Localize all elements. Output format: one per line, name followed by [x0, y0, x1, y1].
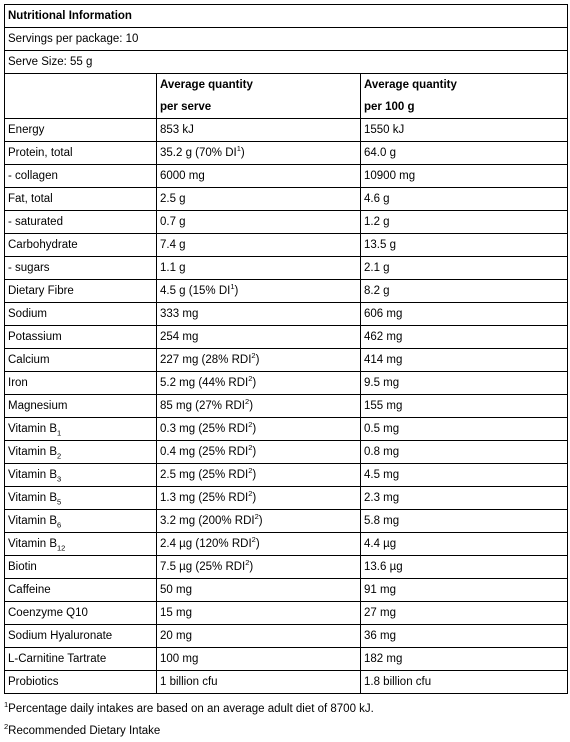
per-serve-text: 85 mg (27% RDI	[160, 400, 246, 412]
per-100g-value: 414 mg	[361, 349, 568, 372]
footnote-reference: 2	[248, 374, 253, 384]
per-serve-text: 1.3 mg (25% RDI	[160, 492, 249, 504]
nutrient-name	[5, 556, 157, 579]
per-serve-suffix: )	[249, 400, 254, 412]
table-row	[5, 395, 568, 418]
nutrition-table	[4, 4, 568, 694]
per-serve-text: 0.7 g	[160, 216, 186, 228]
per-serve-value	[157, 395, 361, 418]
footnote-reference: 2	[251, 351, 256, 361]
table-row	[5, 142, 568, 165]
nutrient-name-text: Energy	[8, 124, 45, 136]
per-100g-value: 2.3 mg	[361, 487, 568, 510]
nutrient-name-text: - sugars	[8, 262, 50, 274]
per-serve-value	[157, 648, 361, 671]
per-serve-text: 2.5 g	[160, 193, 186, 205]
nutrient-name-text: Sodium Hyaluronate	[8, 630, 113, 642]
nutrient-name-text: - collagen	[8, 170, 58, 182]
nutrient-name	[5, 418, 157, 441]
nutrient-name	[5, 533, 157, 556]
per-serve-suffix: )	[252, 423, 257, 435]
footnote-reference: 2	[245, 558, 250, 568]
table-row	[5, 602, 568, 625]
table-row	[5, 211, 568, 234]
per-serve-suffix: )	[252, 492, 257, 504]
nutrient-name	[5, 165, 157, 188]
table-row	[5, 510, 568, 533]
nutrient-name-text: Caffeine	[8, 584, 51, 596]
per-serve-text: 20 mg	[160, 630, 192, 642]
table-row	[5, 234, 568, 257]
footnote-reference: 2	[248, 489, 253, 499]
per-serve-value	[157, 257, 361, 280]
nutrient-name-text: Iron	[8, 377, 28, 389]
nutrient-name	[5, 349, 157, 372]
footnote-text: Percentage daily intakes are based on an average adult diet of 8700 kJ.	[8, 703, 374, 715]
nutrient-name-text: Potassium	[8, 331, 62, 343]
nutrient-name-text: Fat, total	[8, 193, 53, 205]
nutrient-name	[5, 211, 157, 234]
per-serve-suffix: )	[240, 147, 245, 159]
per-100g-value: 155 mg	[361, 395, 568, 418]
per-serve-text: 100 mg	[160, 653, 199, 665]
table-row	[5, 257, 568, 280]
nutrient-name-text: Magnesium	[8, 400, 68, 412]
nutrient-name	[5, 257, 157, 280]
footnote-text: Recommended Dietary Intake	[8, 725, 161, 737]
nutrient-name-text: Sodium	[8, 308, 47, 320]
per-serve-value	[157, 211, 361, 234]
per-100g-value: 606 mg	[361, 303, 568, 326]
per-100g-value: 1550 kJ	[361, 119, 568, 142]
nutrient-name-text: Vitamin B	[8, 423, 58, 435]
table-row	[5, 556, 568, 579]
nutrient-name-text: L-Carnitine Tartrate	[8, 653, 107, 665]
per-100g-value: 182 mg	[361, 648, 568, 671]
table-title: Nutritional Information	[5, 5, 568, 28]
per-100g-value: 1.8 billion cfu	[361, 671, 568, 694]
table-row	[5, 648, 568, 671]
table-row	[5, 303, 568, 326]
per-serve-value	[157, 556, 361, 579]
per-serve-text: 6000 mg	[160, 170, 205, 182]
per-serve-value	[157, 188, 361, 211]
per-serve-value	[157, 165, 361, 188]
per-serve-value	[157, 119, 361, 142]
per-serve-value	[157, 671, 361, 694]
per-serve-value	[157, 602, 361, 625]
table-row	[5, 280, 568, 303]
nutrient-subscript: 2	[57, 451, 62, 461]
nutrient-name	[5, 326, 157, 349]
nutrient-name-text: Vitamin B	[8, 515, 58, 527]
per-100g-value: 4.6 g	[361, 188, 568, 211]
nutrient-subscript: 3	[57, 474, 62, 484]
per-serve-suffix: )	[258, 515, 263, 527]
nutrition-panel	[4, 4, 567, 742]
footnote-reference: 2	[245, 397, 250, 407]
table-row	[5, 579, 568, 602]
table-row	[5, 441, 568, 464]
per-serve-suffix: )	[249, 561, 254, 573]
per-serve-text: 15 mg	[160, 607, 192, 619]
per-serve-value	[157, 303, 361, 326]
per-100g-value: 36 mg	[361, 625, 568, 648]
nutrient-name	[5, 648, 157, 671]
per-serve-text: 5.2 mg (44% RDI	[160, 377, 249, 389]
nutrient-name	[5, 234, 157, 257]
header-blank-cell	[5, 74, 157, 119]
column-header-per-100g-line1: Average quantity	[364, 79, 457, 91]
nutrient-name	[5, 625, 157, 648]
nutrient-name-text: Biotin	[8, 561, 37, 573]
per-serve-text: 2.4 µg (120% RDI	[160, 538, 252, 550]
table-row	[5, 671, 568, 694]
per-serve-value	[157, 579, 361, 602]
footnote-mark: 2	[4, 722, 9, 732]
per-serve-text: 35.2 g (70% DI	[160, 147, 237, 159]
per-serve-text: 4.5 g (15% DI	[160, 285, 231, 297]
nutrient-subscript: 6	[57, 520, 62, 530]
per-serve-value	[157, 326, 361, 349]
footnote	[4, 720, 567, 742]
per-100g-value: 4.5 mg	[361, 464, 568, 487]
column-header-per-100g-line2: per 100 g	[364, 101, 415, 113]
table-row	[5, 372, 568, 395]
nutrient-name-text: Vitamin B	[8, 446, 58, 458]
footnote-reference: 2	[248, 443, 253, 453]
nutrient-name-text: Probiotics	[8, 676, 59, 688]
nutrient-subscript: 5	[57, 497, 62, 507]
per-serve-text: 853 kJ	[160, 124, 194, 136]
per-100g-value: 13.6 µg	[361, 556, 568, 579]
per-serve-value	[157, 625, 361, 648]
per-100g-value: 462 mg	[361, 326, 568, 349]
per-serve-value	[157, 464, 361, 487]
footnote-reference: 2	[248, 466, 253, 476]
column-header-per-serve-line1: Average quantity	[160, 79, 253, 91]
per-serve-value	[157, 487, 361, 510]
per-serve-text: 227 mg (28% RDI	[160, 354, 252, 366]
column-header-per-serve	[157, 74, 361, 119]
nutrient-name-text: Coenzyme Q10	[8, 607, 88, 619]
per-100g-value: 4.4 µg	[361, 533, 568, 556]
nutrient-name	[5, 464, 157, 487]
column-header-per-serve-line2: per serve	[160, 101, 212, 113]
column-header-per-100g	[361, 74, 568, 119]
per-serve-text: 7.5 µg (25% RDI	[160, 561, 246, 573]
nutrient-name	[5, 602, 157, 625]
nutrient-name-text: - saturated	[8, 216, 63, 228]
footnote-mark: 1	[4, 700, 9, 710]
nutrient-subscript: 1	[57, 428, 62, 438]
serve-size: Serve Size: 55 g	[5, 51, 568, 74]
nutrient-name	[5, 188, 157, 211]
per-100g-value: 27 mg	[361, 602, 568, 625]
per-100g-value: 91 mg	[361, 579, 568, 602]
nutrient-name	[5, 579, 157, 602]
nutrient-name	[5, 395, 157, 418]
per-100g-value: 8.2 g	[361, 280, 568, 303]
per-100g-value: 9.5 mg	[361, 372, 568, 395]
per-serve-value	[157, 441, 361, 464]
per-serve-text: 1 billion cfu	[160, 676, 218, 688]
per-serve-suffix: )	[252, 446, 257, 458]
per-100g-value: 2.1 g	[361, 257, 568, 280]
per-serve-suffix: )	[252, 469, 257, 481]
table-row	[5, 165, 568, 188]
per-100g-value: 0.5 mg	[361, 418, 568, 441]
footnote-reference: 1	[236, 144, 241, 154]
table-row	[5, 119, 568, 142]
per-100g-value: 0.8 mg	[361, 441, 568, 464]
per-serve-text: 0.3 mg (25% RDI	[160, 423, 249, 435]
per-100g-value: 10900 mg	[361, 165, 568, 188]
per-serve-value	[157, 234, 361, 257]
footnotes	[4, 698, 567, 742]
per-serve-text: 7.4 g	[160, 239, 186, 251]
nutrient-name-text: Calcium	[8, 354, 50, 366]
footnote-reference: 2	[251, 535, 256, 545]
nutrient-name	[5, 303, 157, 326]
nutrient-name-text: Dietary Fibre	[8, 285, 74, 297]
nutrient-name	[5, 487, 157, 510]
per-serve-value	[157, 349, 361, 372]
nutrient-name	[5, 280, 157, 303]
nutrient-name	[5, 119, 157, 142]
per-serve-text: 3.2 mg (200% RDI	[160, 515, 255, 527]
nutrient-name-text: Vitamin B	[8, 492, 58, 504]
table-row	[5, 487, 568, 510]
per-serve-value	[157, 418, 361, 441]
table-row	[5, 349, 568, 372]
nutrient-subscript: 12	[57, 543, 66, 553]
per-serve-suffix: )	[255, 354, 260, 366]
nutrient-name-text: Vitamin B	[8, 538, 58, 550]
table-row	[5, 464, 568, 487]
per-100g-value: 5.8 mg	[361, 510, 568, 533]
per-serve-value	[157, 142, 361, 165]
table-row	[5, 418, 568, 441]
nutrient-name-text: Carbohydrate	[8, 239, 78, 251]
footnote-reference: 2	[254, 512, 259, 522]
footnote-reference: 2	[248, 420, 253, 430]
table-row	[5, 188, 568, 211]
per-serve-suffix: )	[255, 538, 260, 550]
nutrient-name-text: Protein, total	[8, 147, 73, 159]
per-serve-text: 333 mg	[160, 308, 199, 320]
per-100g-value: 1.2 g	[361, 211, 568, 234]
per-serve-text: 2.5 mg (25% RDI	[160, 469, 249, 481]
nutrient-name-text: Vitamin B	[8, 469, 58, 481]
per-serve-suffix: )	[234, 285, 239, 297]
per-serve-value	[157, 280, 361, 303]
per-serve-value	[157, 510, 361, 533]
nutrient-name	[5, 510, 157, 533]
table-row	[5, 533, 568, 556]
per-serve-text: 1.1 g	[160, 262, 186, 274]
table-row	[5, 625, 568, 648]
servings-per-package: Servings per package: 10	[5, 28, 568, 51]
footnote-reference: 1	[230, 282, 235, 292]
per-100g-value: 64.0 g	[361, 142, 568, 165]
per-serve-value	[157, 533, 361, 556]
table-row	[5, 326, 568, 349]
nutrient-name	[5, 142, 157, 165]
nutrient-name	[5, 671, 157, 694]
per-100g-value: 13.5 g	[361, 234, 568, 257]
footnote	[4, 698, 567, 720]
per-serve-text: 0.4 mg (25% RDI	[160, 446, 249, 458]
per-serve-suffix: )	[252, 377, 257, 389]
nutrient-name	[5, 441, 157, 464]
nutrient-name	[5, 372, 157, 395]
per-serve-value	[157, 372, 361, 395]
per-serve-text: 50 mg	[160, 584, 192, 596]
per-serve-text: 254 mg	[160, 331, 199, 343]
